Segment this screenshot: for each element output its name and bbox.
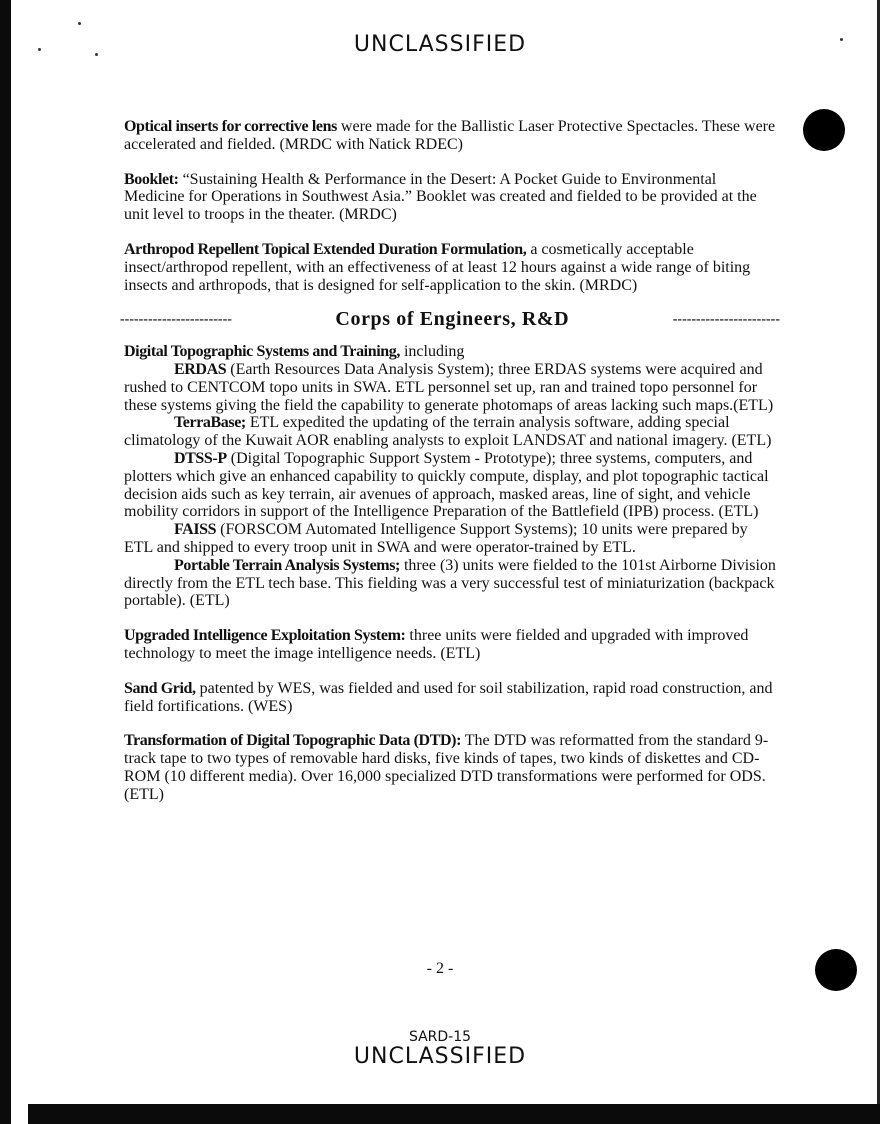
document-body	[120, 118, 780, 821]
paragraph-text: patented by WES, was fielded and used for soil stabilization, rapid road construction, and field fortifications. (WES)	[124, 679, 773, 715]
paragraph-lead: Arthropod Repellent Topical Extended Duration Formulation,	[124, 240, 527, 258]
item-lead: ERDAS	[174, 360, 227, 378]
item-lead: DTSS-P	[174, 449, 227, 467]
classification-header: UNCLASSIFIED	[353, 32, 527, 57]
paragraph-arthropod-repellent	[124, 241, 779, 294]
item-text: (Earth Resources Data Analysis System); three ERDAS systems were acquired and rushed to CENTCOM topo units in SWA. ETL personnel set up, ran and trained topo personnel for these systems giving the field the capability to generate photomaps of areas lacking such maps.(ETL)	[124, 360, 774, 414]
item-text: (Digital Topographic Support System - Prototype); three systems, computers, and plotters which give an enhanced capability to quickly compute, display, and plot topographic tactical decision aids such as key terrain, air avenues of approach, masked areas, line of sight, and vehicle mobility corridors in support of the Intelligence Preparation of the Battlefield (IPB) process. (ETL)	[124, 449, 769, 521]
punch-hole-top	[803, 109, 845, 151]
paragraph-text: a cosmetically acceptable insect/arthropod repellent, with an effectiveness of at least 12 hours against a wide range of biting insects and arthropods, that is designed for self-application to the skin. (MRDC)	[124, 240, 751, 294]
paragraph-digital-topographic-systems	[124, 343, 779, 361]
item-lead: Portable Terrain Analysis Systems;	[174, 556, 400, 574]
paragraph-text: were made for the Ballistic Laser Protective Spectacles. These were accelerated and fielded. (MRDC with Natick RDEC)	[124, 118, 776, 153]
item-lead: FAISS	[174, 521, 217, 539]
paragraph-sand-grid	[124, 680, 779, 716]
item-lead: TerraBase;	[174, 414, 246, 432]
scan-bottom-edge-bar	[28, 1104, 880, 1124]
section-heading	[120, 308, 780, 331]
paragraph-text: “Sustaining Health & Performance in the Desert: A Pocket Guide to Environmental Medicine for Operations in Southwest Asia.” Booklet was created and fielded to be provided at the unit level to troops in the theater. (MRDC)	[124, 170, 757, 224]
item-text: (FORSCOM Automated Intelligence Support Systems); 10 units were prepared by ETL and shipped to every troop unit in SWA and were operator-trained by ETL.	[124, 521, 748, 556]
paragraph-text: including	[399, 343, 465, 361]
document-id: SARD-15	[408, 1029, 472, 1045]
paragraph-lead: Sand Grid,	[124, 679, 196, 697]
paragraph-booklet	[124, 171, 779, 224]
page-number: - 2 -	[426, 960, 454, 977]
scan-speck	[78, 22, 81, 25]
item-dtss-p	[124, 450, 779, 521]
section-dashes-left: ------------------------	[120, 312, 232, 328]
item-erdas	[124, 361, 779, 414]
paragraph-lead: Upgraded Intelligence Exploitation System:	[124, 627, 406, 645]
classification-footer: UNCLASSIFIED	[353, 1044, 527, 1069]
paragraph-lead: Optical inserts for corrective lens	[124, 118, 337, 135]
paragraph-dtd-transformation	[124, 732, 779, 803]
paragraph-optical-inserts	[124, 118, 779, 154]
paragraph-lead: Transformation of Digital Topographic Data (DTD):	[124, 732, 461, 750]
item-portable-terrain-analysis	[124, 557, 779, 610]
section-dashes-right: -----------------------	[672, 312, 780, 328]
item-text: three (3) units were fielded to the 101st Airborne Division directly from the ETL tech base. This fielding was a very successful test of miniaturization (backpack portable). (ETL)	[124, 556, 776, 610]
paragraph-lead: Booklet:	[124, 170, 179, 188]
scan-left-edge-bar	[0, 0, 11, 1124]
paragraph-text: three units were fielded and upgraded with improved technology to meet the image intelligence needs. (ETL)	[124, 627, 749, 662]
paragraph-text: The DTD was reformatted from the standard 9-track tape to two types of removable hard disks, five kinds of tapes, two kinds of diskettes and CD-ROM (10 different media). Over 16,000 specialized DTD transformations were performed for ODS. (ETL)	[124, 732, 769, 803]
item-terrabase	[124, 414, 779, 450]
paragraph-upgraded-intelligence	[124, 627, 779, 663]
item-faiss	[124, 521, 779, 557]
item-text: ETL expedited the updating of the terrain analysis software, adding special climatology of the Kuwait AOR enabling analysts to exploit LANDSAT and national imagery. (ETL)	[124, 414, 772, 450]
section-title: Corps of Engineers, R&D	[335, 308, 570, 331]
paragraph-lead: Digital Topographic Systems and Training,	[124, 343, 400, 361]
